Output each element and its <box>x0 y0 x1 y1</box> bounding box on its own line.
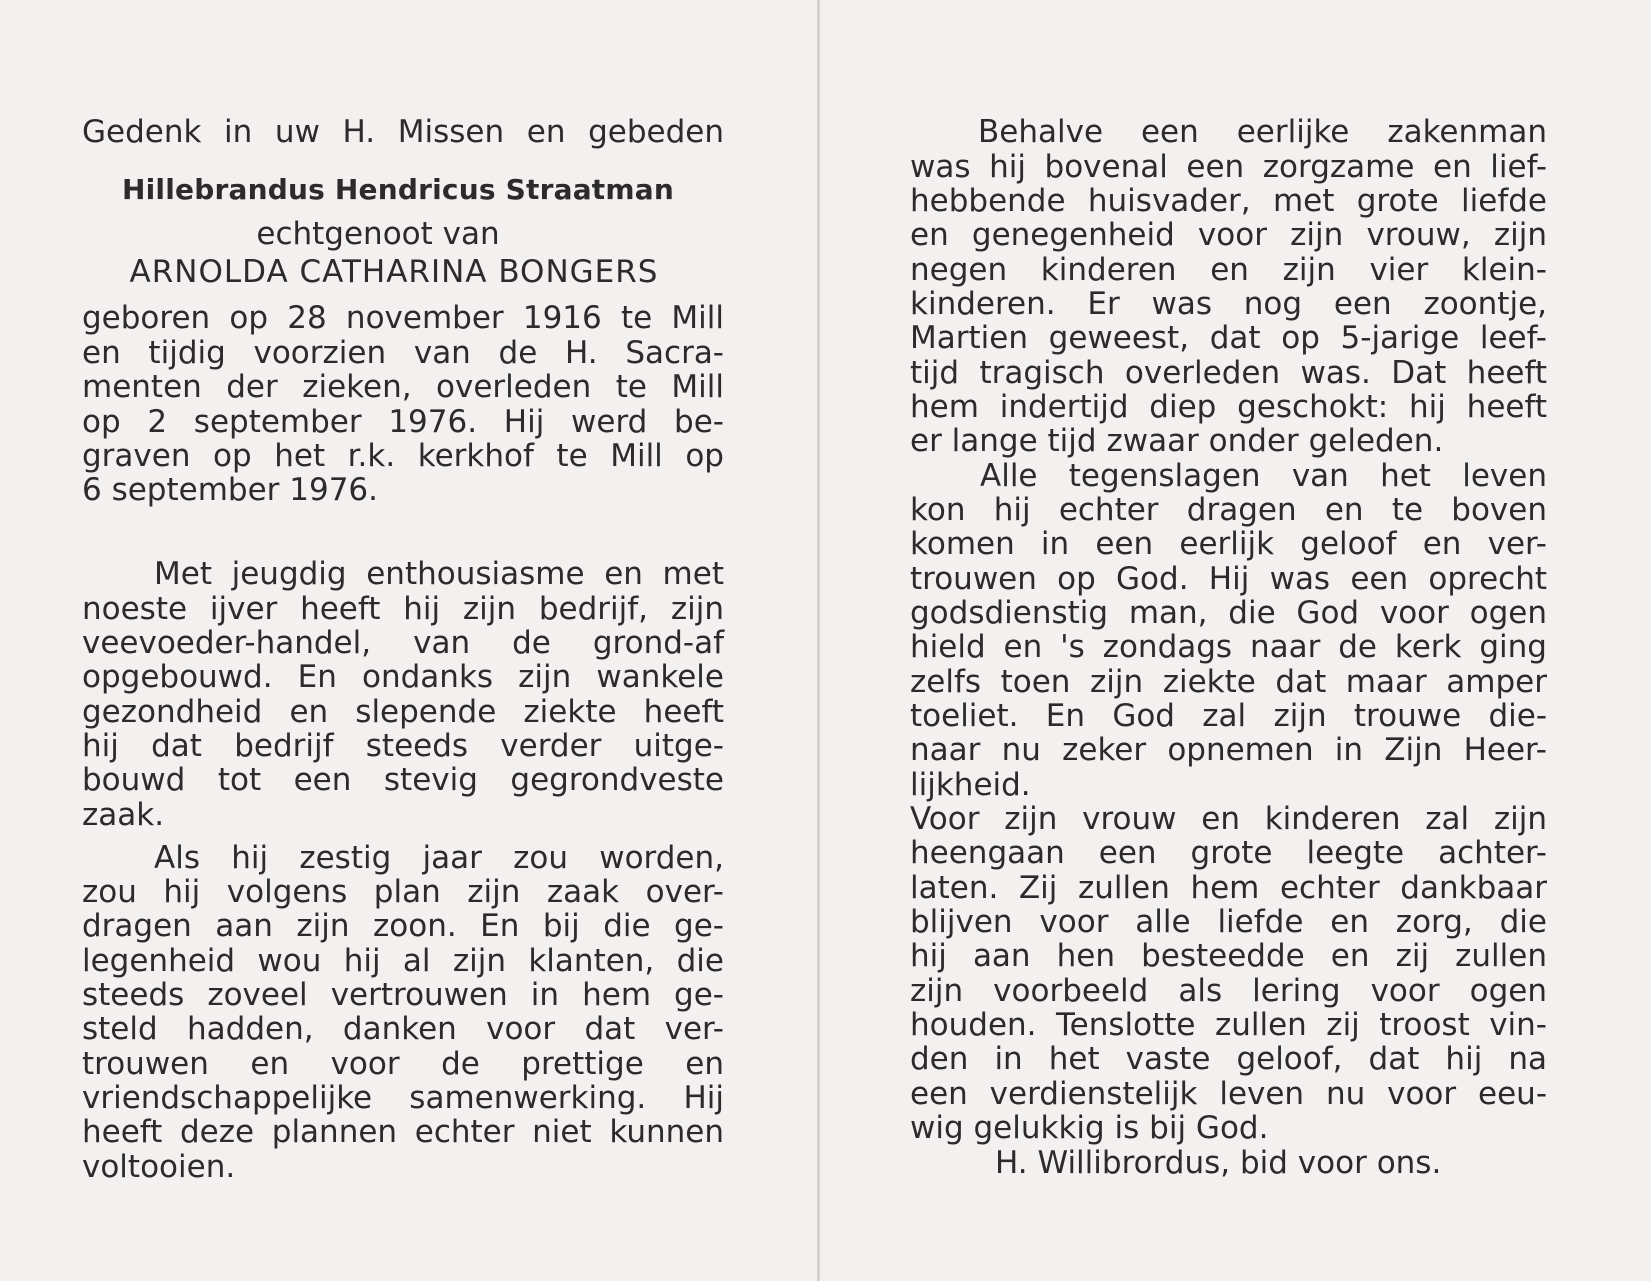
body-line: dragen aan zijn zoon. En bij die ge- <box>82 908 724 944</box>
body-line: was hij bovenal een zorgzame en lief- <box>910 149 1547 185</box>
body-line: voltooien. <box>82 1149 236 1185</box>
body-line: menten der zieken, overleden te Mill <box>82 369 724 405</box>
body-line: zou hij volgens plan zijn zaak over- <box>82 874 724 910</box>
body-line: hebbende huisvader, met grote liefde <box>910 183 1547 219</box>
body-line: toeliet. En God zal zijn trouwe die- <box>910 698 1547 734</box>
body-line: legenheid wou hij al zijn klanten, die <box>82 943 724 979</box>
spouse-label: echtgenoot van <box>256 216 500 252</box>
body-line: Als hij zestig jaar zou worden, <box>154 840 724 876</box>
body-line: naar nu zeker opnemen in Zijn Heer- <box>910 732 1547 768</box>
body-line: Met jeugdig enthousiasme en met <box>154 556 724 592</box>
body-line: vriendschappelijke samenwerking. Hij <box>82 1080 724 1116</box>
body-line: hield en 's zondags naar de kerk ging <box>910 629 1547 665</box>
body-line: kon hij echter dragen en te boven <box>910 492 1547 528</box>
body-line: kinderen. Er was nog een zoontje, <box>910 286 1547 322</box>
body-line: lijkheid. <box>910 767 1031 803</box>
body-line: trouwen op God. Hij was een oprecht <box>910 561 1547 597</box>
body-line: 6 september 1976. <box>82 472 378 508</box>
body-line: gezondheid en slepende ziekte heeft <box>82 694 724 730</box>
body-line: trouwen en voor de prettige en <box>82 1046 724 1082</box>
body-line: wig gelukkig is bij God. <box>910 1110 1269 1146</box>
body-line: en genegenheid voor zijn vrouw, zijn <box>910 217 1547 253</box>
body-line: heengaan een grote leegte achter- <box>910 835 1547 871</box>
body-line: steeds zoveel vertrouwen in hem ge- <box>82 977 724 1013</box>
body-line: er lange tijd zwaar onder geleden. <box>910 423 1444 459</box>
body-line: steld hadden, danken voor dat ver- <box>82 1011 724 1047</box>
body-line: geboren op 28 november 1916 te Mill <box>82 300 724 336</box>
body-line: Voor zijn vrouw en kinderen zal zijn <box>910 801 1547 837</box>
body-line: zelfs toen zijn ziekte dat maar amper <box>910 664 1547 700</box>
body-line: godsdienstig man, die God voor ogen <box>910 595 1547 631</box>
card-fold <box>817 0 820 1281</box>
body-line: Martien geweest, dat op 5-jarige leef- <box>910 320 1547 356</box>
body-line: heeft deze plannen echter niet kunnen <box>82 1114 724 1150</box>
body-line: houden. Tenslotte zullen zij troost vin- <box>910 1007 1547 1043</box>
body-line: veevoeder-handel, van de grond-af <box>82 625 724 661</box>
body-line: en tijdig voorzien van de H. Sacra- <box>82 335 724 371</box>
spouse-name: ARNOLDA CATHARINA BONGERS <box>129 254 659 290</box>
body-line: graven op het r.k. kerkhof te Mill op <box>82 438 724 474</box>
body-line: hij dat bedrijf steeds verder uitge- <box>82 728 724 764</box>
body-line: blijven voor alle liefde en zorg, die <box>910 904 1547 940</box>
body-line: een verdienstelijk leven nu voor eeu- <box>910 1076 1547 1112</box>
body-line: Alle tegenslagen van het leven <box>980 458 1547 494</box>
deceased-name: Hillebrandus Hendricus Straatman <box>122 173 674 206</box>
body-line: bouwd tot een stevig gegrondveste <box>82 762 724 798</box>
body-line: noeste ijver heeft hij zijn bedrijf, zijn <box>82 591 724 627</box>
body-line: laten. Zij zullen hem echter dankbaar <box>910 870 1547 906</box>
body-line: opgebouwd. En ondanks zijn wankele <box>82 659 724 695</box>
body-line: zaak. <box>82 797 165 833</box>
body-line: hem indertijd diep geschokt: hij heeft <box>910 389 1547 425</box>
body-line: tijd tragisch overleden was. Dat heeft <box>910 355 1547 391</box>
body-line: op 2 september 1976. Hij werd be- <box>82 404 724 440</box>
body-line: zijn voorbeeld als lering voor ogen <box>910 973 1547 1009</box>
body-line: hij aan hen besteedde en zij zullen <box>910 938 1547 974</box>
body-line: Behalve een eerlijke zakenman <box>978 114 1547 150</box>
body-line: negen kinderen en zijn vier klein- <box>910 252 1547 288</box>
body-line: den in het vaste geloof, dat hij na <box>910 1041 1547 1077</box>
intro-line: Gedenk in uw H. Missen en gebeden <box>82 114 724 150</box>
body-line: komen in een eerlijk geloof en ver- <box>910 526 1547 562</box>
closing-prayer: H. Willibrordus, bid voor ons. <box>995 1145 1442 1181</box>
